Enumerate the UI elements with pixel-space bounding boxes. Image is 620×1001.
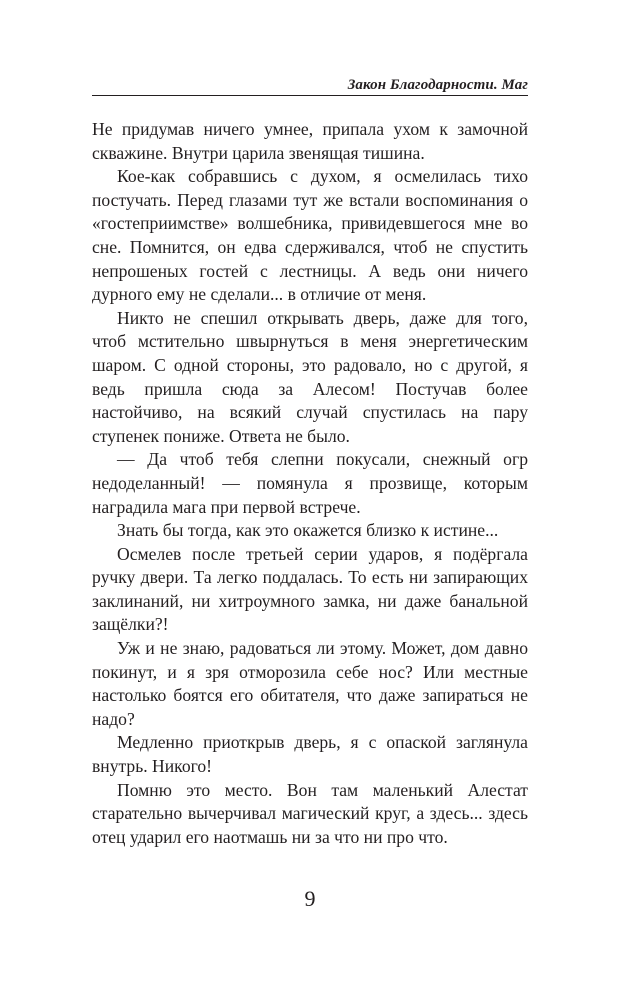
paragraph: Не придумав ничего умнее, припала ухом к замочной скважине. Внутри царила звенящая тишина.	[92, 119, 528, 163]
paragraph: Знать бы тогда, как это окажется близко к истине...	[117, 520, 499, 541]
paragraph: Осмелев после третьей серии ударов, я подёргала ручку двери. Та легко поддалась. То есть ни запирающих заклинаний, ни хитроумного замка, ни даже банальной защёлки?!	[92, 543, 528, 635]
paragraph: Помню это место. Вон там маленький Алестат старательно вычерчивал магический круг, а здесь... здесь отец ударил его наотмашь ни за что ни про что.	[92, 779, 528, 847]
text-block	[92, 118, 528, 849]
page-number: 9	[304, 886, 316, 911]
header-rule	[92, 95, 528, 96]
paragraph: Кое-как собравшись с духом, я осмелилась тихо постучать. Перед глазами тут же встали воспоминания о «гостеприимстве» волшебника, привидевшегося мне во сне. Помнится, он едва сдерживался, чтоб не спустить непрошеных гостей с лестницы. А ведь они ничего дурного ему не сделали... в отличие от меня.	[92, 166, 528, 305]
paragraph: — Да чтоб тебя слепни покусали, снежный огр недоделанный! — помянула я прозвище, которым наградила мага при первой встрече.	[92, 449, 528, 517]
paragraph: Никто не спешил открывать дверь, даже для того, чтоб мстительно швырнуться в меня энергетическим шаром. С одной стороны, это радовало, но с другой, я ведь пришла сюда за Алесом! Постучав более настойчиво, на всякий случай спустилась на пару ступенек пониже. Ответа не было.	[92, 307, 528, 446]
running-head: Закон Благодарности. Маг	[347, 77, 528, 93]
paragraph: Медленно приоткрыв дверь, я с опаской заглянула внутрь. Никого!	[92, 732, 528, 777]
paragraph: Уж и не знаю, радоваться ли этому. Может, дом давно покинут, и я зря отморозила себе нос? Или местные настолько боятся его обитателя, что даже запираться не надо?	[92, 638, 528, 729]
